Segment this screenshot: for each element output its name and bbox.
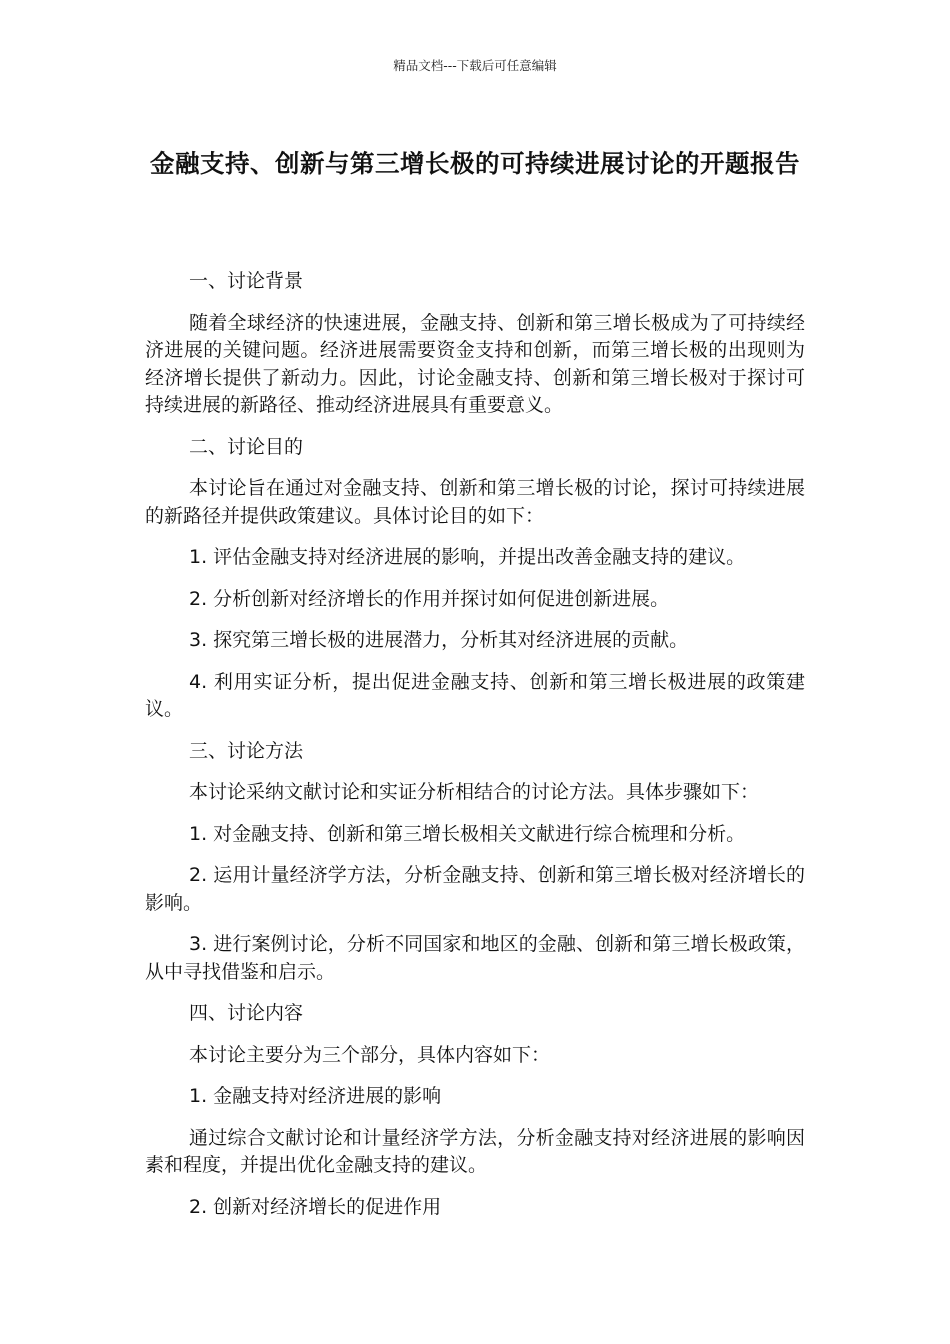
list-item-content-2: 2. 创新对经济增长的促进作用: [189, 1195, 442, 1218]
list-item-content-1: 1. 金融支持对经济进展的影响: [189, 1085, 442, 1107]
paragraph-purpose: 本讨论旨在通过对金融支持、创新和第三增长极的讨论，探讨可持续进展的新路径并提供政策建议。具体讨论目的如下：: [145, 477, 805, 527]
list-item-purpose-3: 3. 探究第三增长极的进展潜力，分析其对经济进展的贡献。: [189, 629, 689, 651]
document-title: 金融支持、创新与第三增长极的可持续进展讨论的开题报告: [150, 149, 800, 178]
header-note: 精品文档---下载后可任意编辑: [393, 58, 557, 73]
list-item-purpose-1: 1. 评估金融支持对经济进展的影响，并提出改善金融支持的建议。: [189, 546, 746, 568]
list-item-purpose-4: 4. 利用实证分析，提出促进金融支持、创新和第三增长极进展的政策建议。: [145, 670, 805, 720]
paragraph-content-1: 通过综合文献讨论和计量经济学方法，分析金融支持对经济进展的影响因素和程度，并提出优化金融支持的建议。: [145, 1126, 805, 1176]
list-item-method-3: 3. 进行案例讨论，分析不同国家和地区的金融、创新和第三增长极政策，从中寻找借鉴和启示。: [145, 933, 805, 983]
paragraph-background: 随着全球经济的快速进展，金融支持、创新和第三增长极成为了可持续经济进展的关键问题。经济进展需要资金支持和创新，而第三增长极的出现则为经济增长提供了新动力。因此，讨论金融支持、创新和第三增长极对于探讨可持续进展的新路径、推动经济进展具有重要意义。: [145, 311, 805, 416]
paragraph-content: 本讨论主要分为三个部分，具体内容如下：: [189, 1043, 551, 1066]
section-heading-method: 三、讨论方法: [189, 739, 304, 762]
list-item-purpose-2: 2. 分析创新对经济增长的作用并探讨如何促进创新进展。: [189, 587, 670, 610]
list-item-method-2: 2. 运用计量经济学方法，分析金融支持、创新和第三增长极对经济增长的影响。: [145, 864, 805, 914]
list-item-method-1: 1. 对金融支持、创新和第三增长极相关文献进行综合梳理和分析。: [189, 822, 746, 845]
section-heading-content: 四、讨论内容: [189, 1002, 304, 1024]
section-heading-purpose: 二、讨论目的: [189, 435, 304, 458]
paragraph-method: 本讨论采纳文献讨论和实证分析相结合的讨论方法。具体步骤如下：: [189, 781, 760, 803]
section-heading-background: 一、讨论背景: [189, 270, 304, 292]
document-body: [145, 268, 805, 1235]
